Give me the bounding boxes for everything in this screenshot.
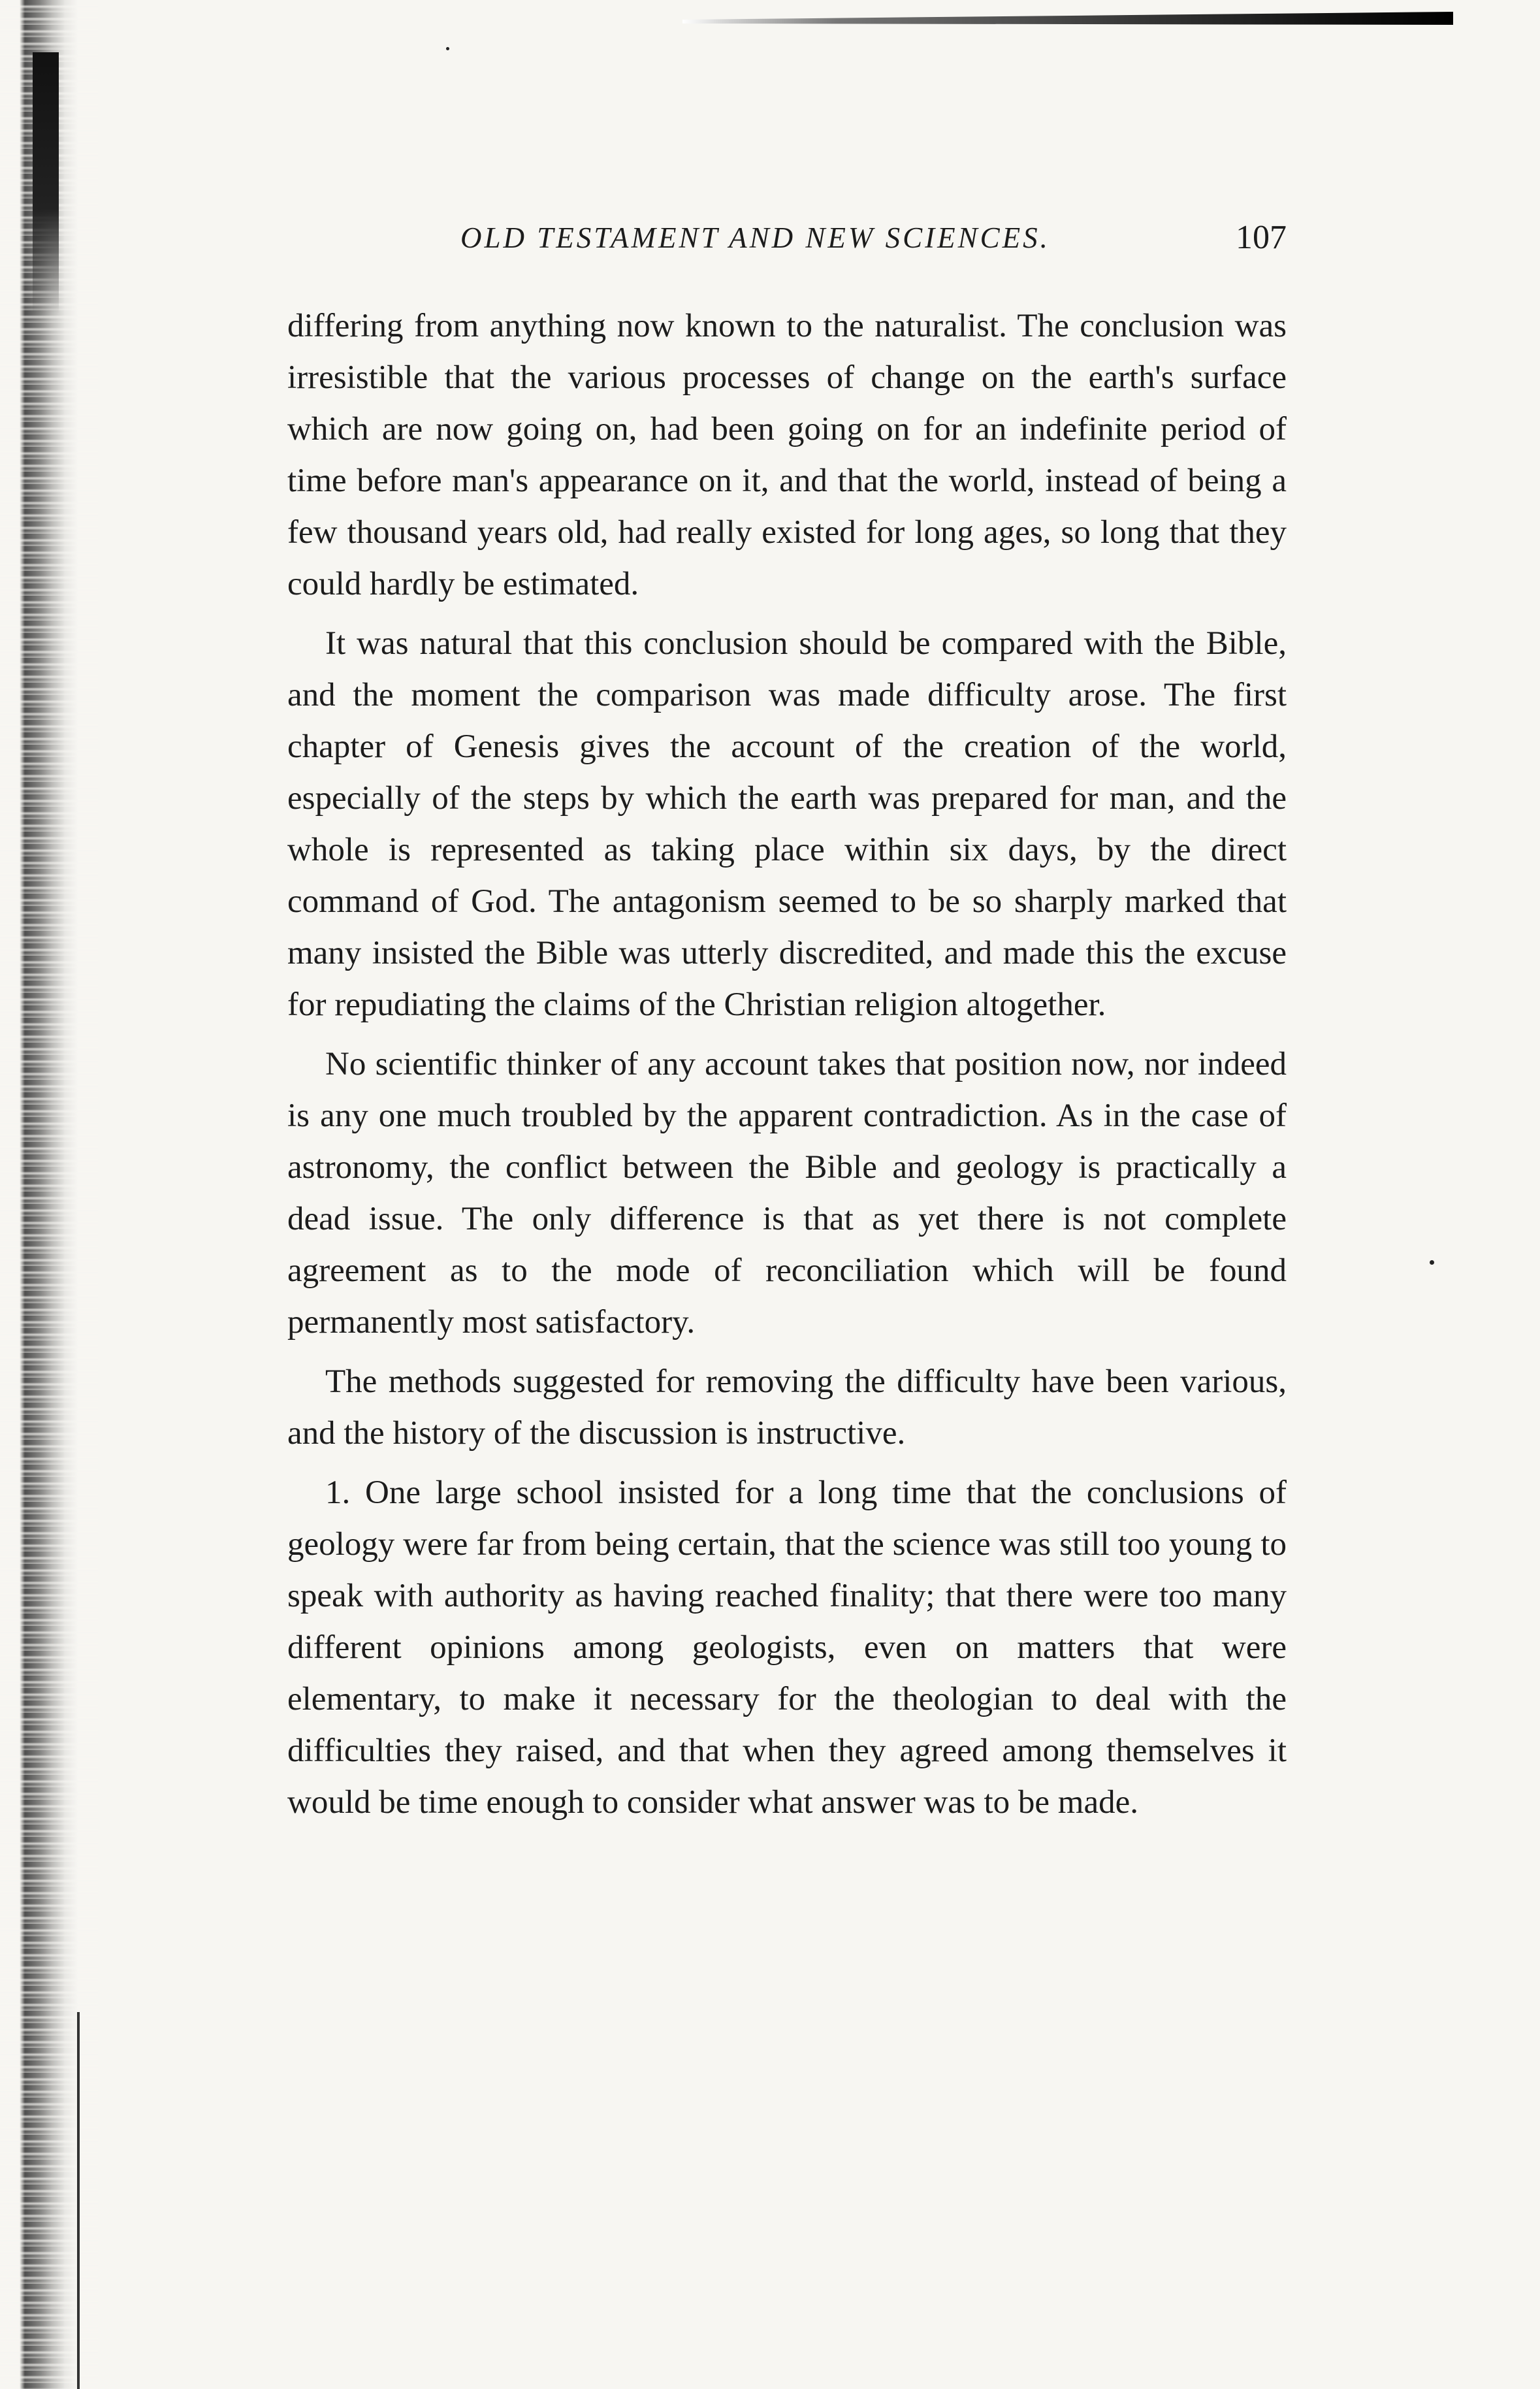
scan-speck [446, 47, 449, 50]
paragraph: It was natural that this conclusion should be compared with the Bible, and the moment the comparison was made difficulty arose. The first chapter of Genesis gives the account of the creation of the world, especially of the steps by which the earth was prepared for man, and the whole is represented as taking place within six days, by the direct command of God. The antagonism seemed to be so sharply marked that many insisted the Bible was utterly discredited, and made this the excuse for repudiating the claims of the Christian religion altogether. [287, 625, 1287, 1023]
paragraph: The methods suggested for removing the difficulty have been various, and the history of the discussion is instructive. [287, 1363, 1287, 1452]
paragraph: No scientific thinker of any account takes that position now, nor indeed is any one much troubled by the apparent contradiction. As in the case of astronomy, the conflict between the Bible and geology is practically a dead issue. The only difference is that as yet there is not complete agreement as to the mode of reconciliation which will be found permanently most satisfactory. [287, 1046, 1287, 1341]
paragraph-continuation: differing from anything now known to the naturalist. The conclusion was irresistible that the various processes of change on the earth's surface which are now going on, had been going on for an indefinite period of time before man's appearance on it, and that the world, instead of being a few thousand years old, had really existed for long ages, so long that they could hardly be estimated. [287, 308, 1287, 602]
scan-binding-line [77, 2012, 80, 2389]
running-title: OLD TESTAMENT AND NEW SCIENCES. [460, 221, 1050, 254]
page-number: 107 [1236, 219, 1287, 256]
scan-binding-shadow [33, 52, 59, 314]
scan-binding-edge [0, 0, 98, 2389]
running-head [287, 216, 1287, 268]
scan-speck [1430, 1260, 1434, 1265]
scan-top-rule [682, 12, 1453, 25]
paragraph-numbered: 1. One large school insisted for a long time that the conclusions of geology were far from being certain, that the science was still too young to speak with authority as having reached finality; that there were too many different opinions among geologists, even on matters that were elementary, to make it necessary for the theologian to deal with the difficulties they raised, and that when they agreed among themselves it would be time enough to consider what answer was to be made. [287, 1474, 1287, 1821]
body-text [287, 301, 1287, 1836]
